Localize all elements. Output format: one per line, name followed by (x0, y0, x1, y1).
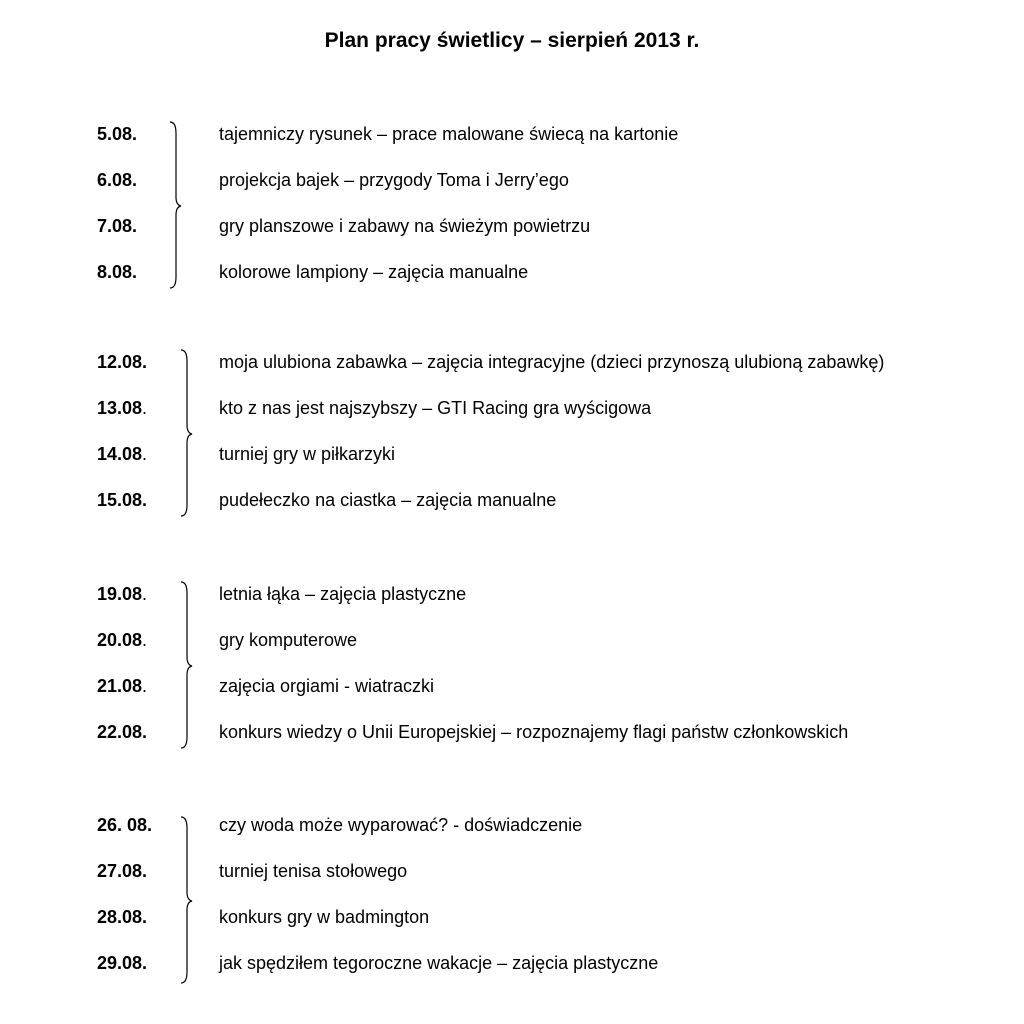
activity-text: czy woda może wyparować? - doświadczenie (219, 815, 583, 835)
activity-text: zajęcia orgiami - wiatraczki (219, 676, 435, 696)
schedule-row (0, 211, 1024, 241)
schedule-row (0, 439, 1024, 469)
date-label: 13.08. (97, 398, 148, 418)
activity-text: turniej gry w piłkarzyki (219, 444, 396, 464)
curly-brace-icon (177, 581, 201, 749)
schedule-row (0, 948, 1024, 978)
date-label: 6.08. (97, 170, 138, 190)
date-label: 14.08. (97, 444, 148, 464)
activity-text: gry komputerowe (219, 630, 358, 650)
schedule-row (0, 485, 1024, 515)
date-label: 19.08. (97, 584, 148, 604)
curly-brace-icon (177, 349, 201, 517)
activity-text: konkurs wiedzy o Unii Europejskiej – rozpoznajemy flagi państw członkowskich (219, 722, 849, 742)
schedule-row (0, 257, 1024, 287)
schedule-row (0, 717, 1024, 747)
activity-text: letnia łąka – zajęcia plastyczne (219, 584, 467, 604)
date-label: 12.08. (97, 352, 148, 372)
schedule-row (0, 347, 1024, 377)
schedule-row (0, 671, 1024, 701)
curly-brace-icon (166, 121, 190, 289)
date-label: 15.08. (97, 490, 148, 510)
activity-text: jak spędziłem tegoroczne wakacje – zajęcia plastyczne (219, 953, 659, 973)
activity-text: kto z nas jest najszybszy – GTI Racing gra wyścigowa (219, 398, 652, 418)
page-title: Plan pracy świetlicy – sierpień 2013 r. (324, 29, 700, 52)
date-label: 21.08. (97, 676, 148, 696)
schedule-row (0, 119, 1024, 149)
activity-text: kolorowe lampiony – zajęcia manualne (219, 262, 529, 282)
schedule-row (0, 856, 1024, 886)
date-label: 22.08. (97, 722, 148, 742)
date-label: 20.08. (97, 630, 148, 650)
date-label: 27.08. (97, 861, 148, 881)
date-label: 5.08. (97, 124, 138, 144)
activity-text: pudełeczko na ciastka – zajęcia manualne (219, 490, 557, 510)
activity-text: turniej tenisa stołowego (219, 861, 408, 881)
curly-brace-icon (177, 816, 201, 984)
schedule-row (0, 625, 1024, 655)
date-label: 8.08. (97, 262, 138, 282)
date-label: 28.08. (97, 907, 148, 927)
activity-text: tajemniczy rysunek – prace malowane świecą na kartonie (219, 124, 679, 144)
schedule-row (0, 165, 1024, 195)
date-label: 7.08. (97, 216, 138, 236)
schedule-row (0, 902, 1024, 932)
activity-text: gry planszowe i zabawy na świeżym powietrzu (219, 216, 591, 236)
activity-text: projekcja bajek – przygody Toma i Jerry’ego (219, 170, 569, 190)
activity-text: konkurs gry w badmington (219, 907, 430, 927)
date-label: 29.08. (97, 953, 148, 973)
schedule-row (0, 810, 1024, 840)
date-label: 26. 08. (97, 815, 153, 835)
activity-text: moja ulubiona zabawka – zajęcia integracyjne (dzieci przynoszą ulubioną zabawkę) (219, 352, 885, 372)
schedule-row (0, 579, 1024, 609)
schedule-row (0, 393, 1024, 423)
